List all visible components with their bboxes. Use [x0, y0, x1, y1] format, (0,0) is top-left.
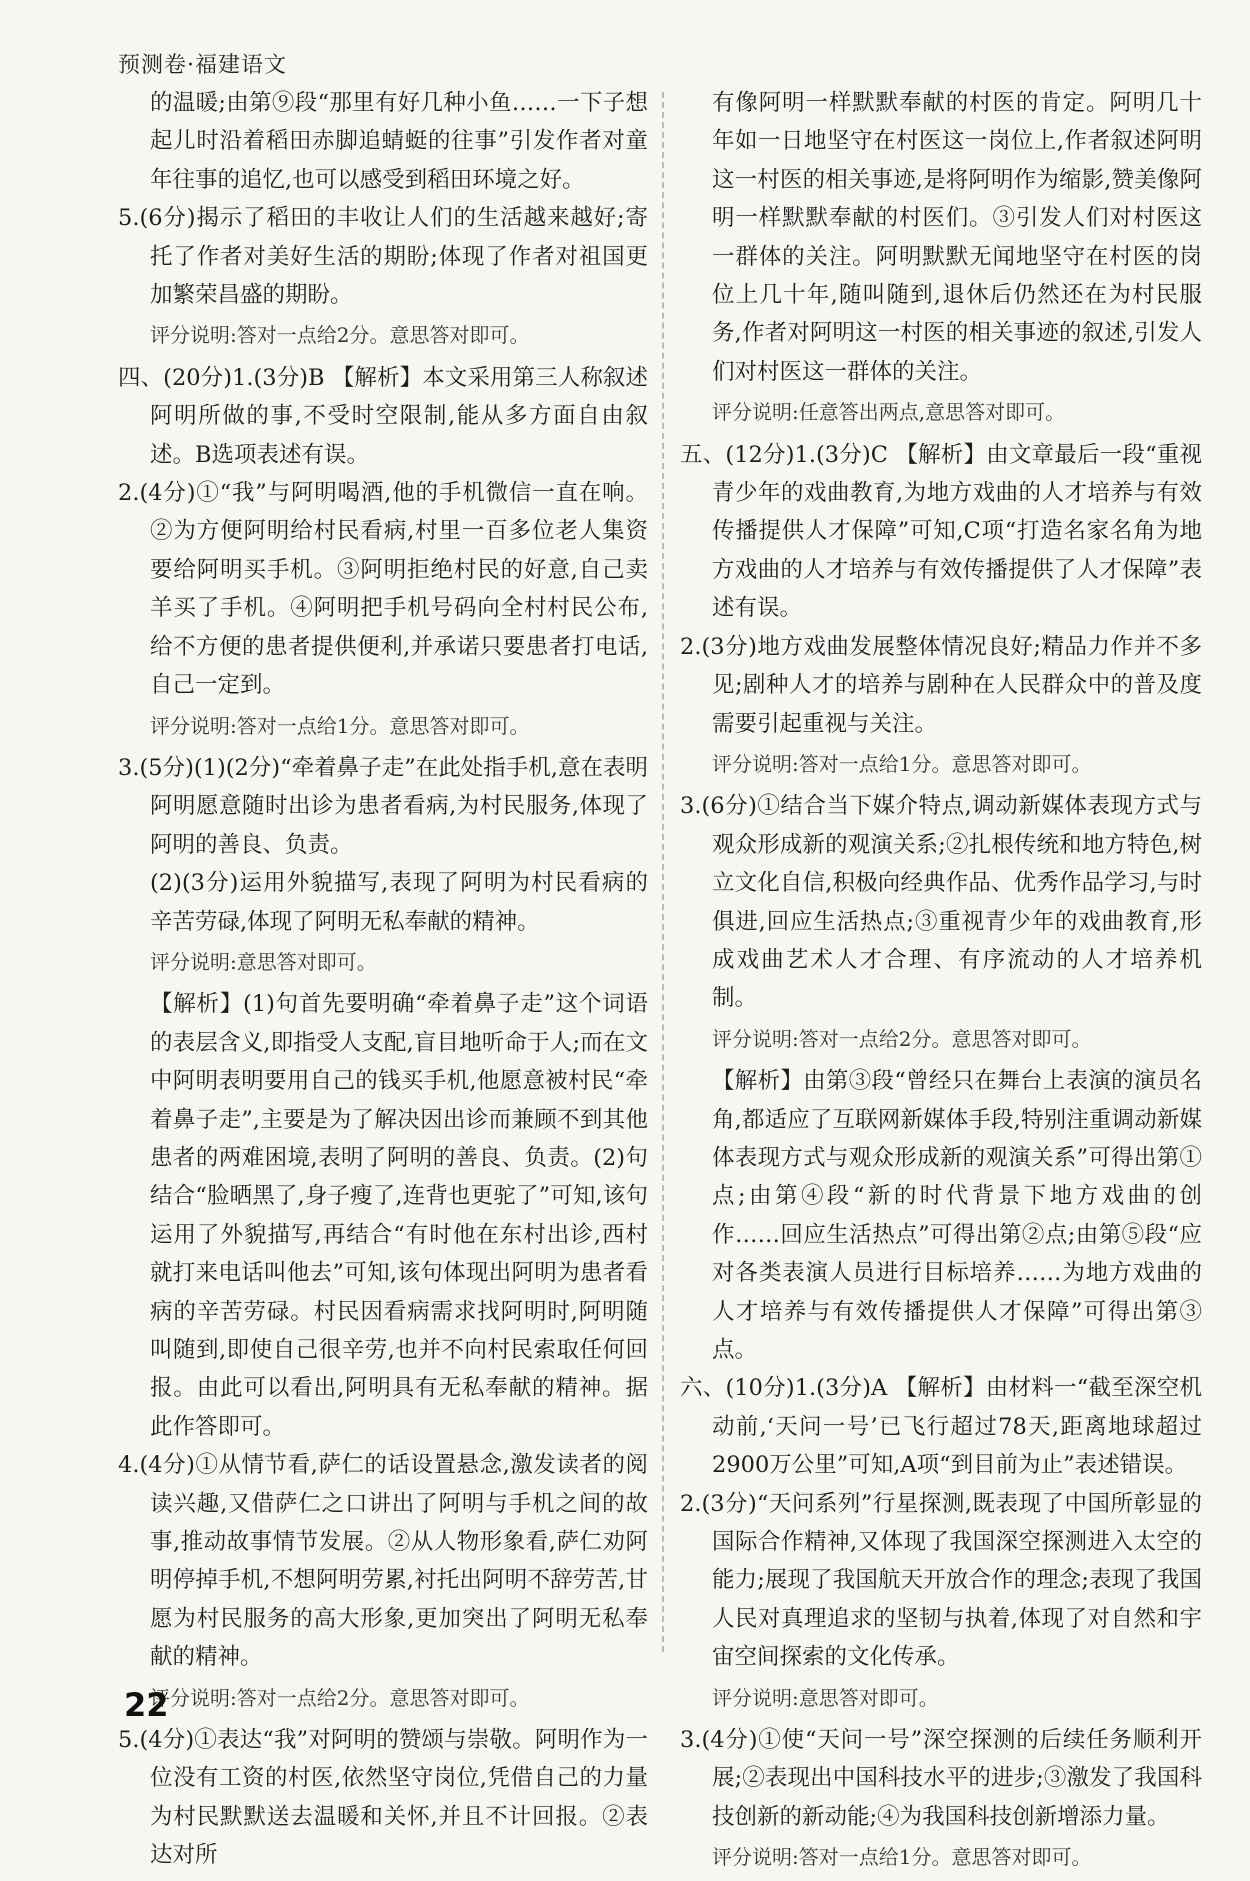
answer-q5: 5.(6分)揭示了稻田的丰收让人们的生活越来越好;寄托了作者对美好生活的期盼;体现了作者对祖国更加繁荣昌盛的期盼。 — [118, 205, 648, 309]
scoring-note: 评分说明:答对一点给2分。意思答对即可。 — [150, 323, 530, 348]
section-4-q2: 2.(4分)①“我”与阿明喝酒,他的手机微信一直在响。②为方便阿明给村民看病,村里一百多位老人集资要给阿明买手机。③阿明拒绝村民的好意,自己卖羊买了手机。④阿明把手机号码向全村村民公布,给不方便的患者提供便利,并承诺只要患者打电话,自己一定到。 — [118, 480, 648, 699]
section-4-q3: 3.(5分)(1)(2分)“牵着鼻子走”在此处指手机,意在表明阿明愿意随时出诊为患者看病,为村民服务,体现了阿明的善良、负责。 — [118, 754, 648, 858]
scoring-note: 评分说明:意思答对即可。 — [150, 949, 377, 974]
section-4-q5: 5.(4分)①表达“我”对阿明的赞颂与崇敬。阿明作为一位没有工资的村医,依然坚守岗位,凭借自己的力量为村民默默送去温暖和关怀,并且不计回报。②表达对所 — [118, 1727, 648, 1869]
scoring-note: 评分说明:答对一点给2分。意思答对即可。 — [150, 1685, 530, 1710]
running-header: 预测卷·福建语文 — [118, 53, 287, 78]
section-5-q2: 2.(3分)地方戏曲发展整体情况良好;精品力作并不多见;剧种人才的培养与剧种在人民群众中的普及度需要引起重视与关注。 — [680, 633, 1202, 737]
section-6-q3: 3.(4分)①使“天问一号”深空探测的后续任务顺利开展;②表现出中国科技水平的进步;③激发了我国科技创新的新动能;④为我国科技创新增添力量。 — [680, 1727, 1202, 1830]
scoring-note: 评分说明:意思答对即可。 — [712, 1685, 939, 1710]
scoring-note: 评分说明:答对一点给1分。意思答对即可。 — [712, 1845, 1092, 1870]
answer-continuation: 有像阿明一样默默奉献的村医的肯定。阿明几十年如一日地坚守在村医这一岗位上,作者叙述阿明这一村医的相关事迹,是将阿明作为缩影,赞美像阿明一样默默奉献的村医们。③引发人们对村医这一群体的关注。阿明默默无闻地坚守在村医的岗位上几十年,随叫随到,退休后仍然还在为村民服务,作者对阿明这一村医的相关事迹的叙述,引发人们对村医这一群体的关注。 — [712, 90, 1202, 385]
right-column — [680, 84, 1202, 1881]
scoring-note: 评分说明:答对一点给1分。意思答对即可。 — [712, 751, 1092, 776]
section-5-q1: 五、(12分)1.(3分)C 【解析】由文章最后一段“重视青少年的戏曲教育,为地方戏曲的人才培养与有效传播提供人才保障”可知,C项“打造名家名角为地方戏曲的人才培养与有效传播提供了人才保障”表述有误。 — [680, 441, 1202, 622]
section-4-q1: 四、(20分)1.(3分)B 【解析】本文采用第三人称叙述阿明所做的事,不受时空限制,能从多方面自由叙述。B选项表述有误。 — [118, 364, 648, 468]
answer-continuation: 的温暖;由第⑨段“那里有好几种小鱼……一下子想起儿时沿着稻田赤脚追蜻蜓的往事”引发作者对童年往事的追忆,也可以感受到稻田环境之好。 — [150, 90, 648, 193]
page-number: 22 — [124, 1686, 169, 1724]
section-6-q1: 六、(10分)1.(3分)A 【解析】由材料一“截至深空机动前,‘天问一号’已飞行超过78天,距离地球超过2900万公里”可知,A项“到目前为止”表述错误。 — [680, 1375, 1202, 1479]
section-4-q3-analysis: 【解析】(1)句首先要明确“牵着鼻子走”这个词语的表层含义,即指受人支配,盲目地听命于人;而在文中阿明表明要用自己的钱买手机,他愿意被村民“牵着鼻子走”,主要是为了解决因出诊而兼顾不到其他患者的两难困境,表明了阿明的善良、负责。(2)句结合“脸晒黑了,身子瘦了,连背也更驼了”可知,该句运用了外貌描写,再结合“有时他在东村出诊,西村就打来电话叫他去”可知,该句体现出阿明为患者看病的辛苦劳碌。村民因看病需求找阿明时,阿明随叫随到,即使自己很辛劳,也并不向村民索取任何回报。由此可以看出,阿明具有无私奉献的精神。据此作答即可。 — [150, 991, 648, 1440]
section-4-q3-part2: (2)(3分)运用外貌描写,表现了阿明为村民看病的辛苦劳碌,体现了阿明无私奉献的精神。 — [150, 870, 648, 935]
scoring-note: 评分说明:答对一点给1分。意思答对即可。 — [150, 713, 530, 738]
scoring-note: 评分说明:任意答出两点,意思答对即可。 — [712, 400, 1066, 425]
column-divider — [662, 92, 664, 1652]
section-4-q4: 4.(4分)①从情节看,萨仁的话设置悬念,激发读者的阅读兴趣,又借萨仁之口讲出了阿明与手机之间的故事,推动故事情节发展。②从人物形象看,萨仁劝阿明停掉手机,不想阿明劳累,衬托出阿明不辞劳苦,甘愿为村民服务的高大形象,更加突出了阿明无私奉献的精神。 — [118, 1452, 648, 1671]
section-5-q3-analysis: 【解析】由第③段“曾经只在舞台上表演的演员名角,都适应了互联网新媒体手段,特别注重调动新媒体表现方式与观众形成新的观演关系”可得出第①点;由第④段“新的时代背景下地方戏曲的创作……回应生活热点”可得出第②点;由第⑤段“应对各类表演人员进行目标培养……为地方戏曲的人才培养与有效传播提供人才保障”可得出第③点。 — [712, 1068, 1202, 1363]
section-5-q3: 3.(6分)①结合当下媒介特点,调动新媒体表现方式与观众形成新的观演关系;②扎根传统和地方特色,树立文化自信,积极向经典作品、优秀作品学习,与时俱进,回应生活热点;③重视青少年的戏曲教育,形成戏曲艺术人才合理、有序流动的人才培养机制。 — [680, 793, 1202, 1012]
left-column — [118, 84, 648, 1875]
scoring-note: 评分说明:答对一点给2分。意思答对即可。 — [712, 1026, 1092, 1051]
section-6-q2: 2.(3分)“天问系列”行星探测,既表现了中国所彰显的国际合作精神,又体现了我国深空探测进入太空的能力;展现了我国航天开放合作的理念;表现了我国人民对真理追求的坚韧与执着,体现了对自然和宇宙空间探索的文化传承。 — [680, 1490, 1202, 1671]
